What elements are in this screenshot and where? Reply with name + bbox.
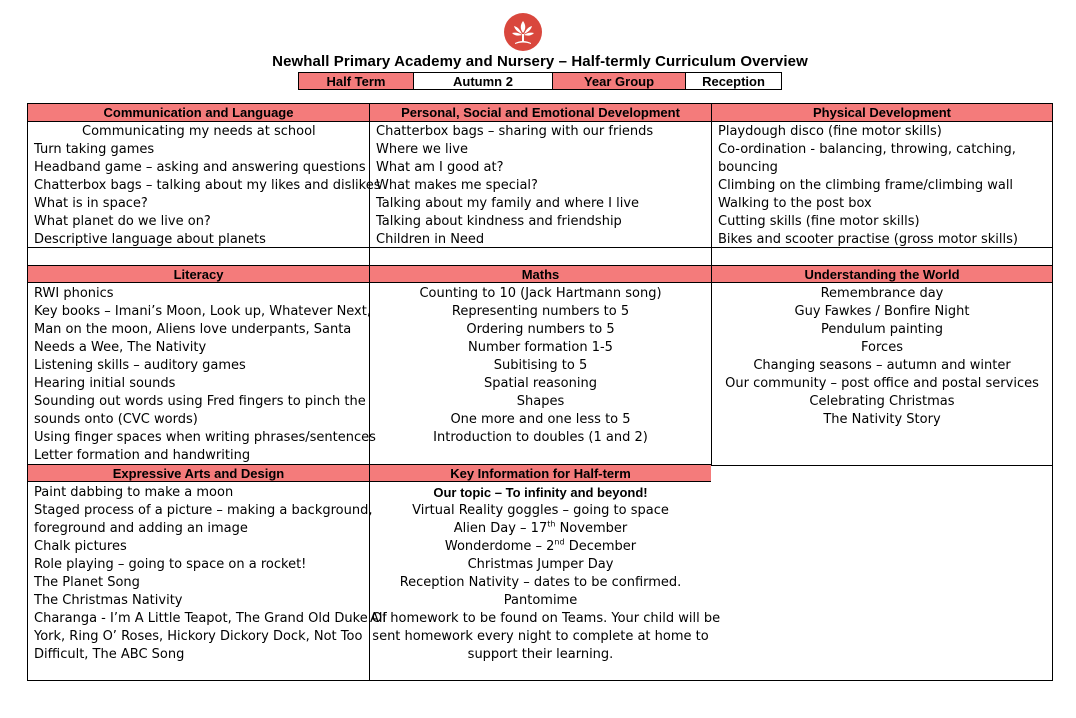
list-item: Remembrance day [820,286,944,301]
list-item: Role playing – going to space on a rocket! [34,557,307,572]
list-item: Co-ordination - balancing, throwing, catching, [718,142,1016,157]
half-term-label: Half Term [299,73,414,89]
page-title: Newhall Primary Academy and Nursery – Half-termly Curriculum Overview [272,53,808,70]
list-item: sent homework every night to complete at home to [372,629,709,644]
list-item: Chatterbox bags – sharing with our friends [376,124,654,139]
list-item: Representing numbers to 5 [451,304,630,319]
list-item: Forces [861,340,903,355]
alien-day-item: Alien Day – 17th November [453,519,628,536]
list-item: foreground and adding an image [34,521,248,536]
communication-list [34,123,381,249]
list-item: Hearing initial sounds [34,376,176,391]
physical-header: Physical Development [712,104,1052,122]
list-item: Virtual Reality goggles – going to space [412,503,669,518]
psed-header: Personal, Social and Emotional Development [370,104,711,122]
list-item: Our community – post office and postal services [725,376,1039,391]
list-item: One more and one less to 5 [450,412,631,427]
list-item: Key books – Imani’s Moon, Look up, Whatever Next, [34,304,371,319]
list-item: Turn taking games [34,142,155,157]
list-item: Sounding out words using Fred fingers to pinch the [34,394,366,409]
list-item: Walking to the post box [718,196,872,211]
year-group-value: Reception [686,73,781,89]
list-item: Spatial reasoning [484,376,597,391]
list-item: Headband game – asking and answering questions [34,160,366,175]
list-item: Staged process of a picture – making a background, [34,503,373,518]
list-item: Playdough disco (fine motor skills) [718,124,942,139]
list-item: Descriptive language about planets [34,232,266,247]
list-item: Children in Need [376,232,485,247]
list-item: Communicating my needs at school [82,124,316,139]
topic-text: Our topic – To infinity and beyond! [433,485,648,500]
list-item: Listening skills – auditory games [34,358,246,373]
key-info-list [370,484,721,664]
list-item: What is in space? [34,196,148,211]
list-item: sounds onto (CVC words) [34,412,198,427]
list-item: Pantomime [503,593,578,608]
list-item: Paint dabbing to make a moon [34,485,234,500]
communication-header: Communication and Language [28,104,369,122]
list-item: Needs a Wee, The Nativity [34,340,207,355]
list-item: Pendulum painting [820,322,944,337]
list-item: What am I good at? [376,160,504,175]
list-item: Difficult, The ABC Song [34,647,185,662]
arts-header: Expressive Arts and Design [28,464,369,482]
list-item: Shapes [516,394,565,409]
key-info-header: Key Information for Half-term [370,464,711,482]
arts-list [34,484,387,664]
list-item: support their learning. [467,647,614,662]
list-item: York, Ring O’ Roses, Hickory Dickory Dock, Not Too [34,629,363,644]
list-item: Ordering numbers to 5 [466,322,615,337]
list-item: Using finger spaces when writing phrases/sentences [34,430,376,445]
list-item: Guy Fawkes / Bonfire Night [794,304,970,319]
list-item: All homework to be found on Teams. Your child will be [370,611,721,626]
half-term-value: Autumn 2 [414,73,553,89]
list-item: Climbing on the climbing frame/climbing wall [718,178,1014,193]
curriculum-grid [27,103,1053,681]
literacy-list [34,285,376,465]
world-header: Understanding the World [712,265,1052,283]
world-list [712,285,1052,429]
list-item: Bikes and scooter practise (gross motor skills) [718,232,1018,247]
list-item: Changing seasons – autumn and winter [753,358,1011,373]
wonderdome-item: Wonderdome – 2nd December [444,537,637,554]
list-item: Celebrating Christmas [809,394,955,409]
physical-list [718,123,1018,249]
psed-list [376,123,653,249]
list-item: bouncing [718,160,778,175]
list-item: Letter formation and handwriting [34,448,251,463]
list-item: Man on the moon, Aliens love underpants, Santa [34,322,352,337]
list-item: Cutting skills (fine motor skills) [718,214,920,229]
list-item: What planet do we live on? [34,214,211,229]
list-item: The Christmas Nativity [34,593,183,608]
year-group-label: Year Group [553,73,686,89]
list-item: Number formation 1-5 [468,340,613,355]
list-item: Where we live [376,142,468,157]
maths-list [370,285,711,447]
list-item: The Nativity Story [823,412,941,427]
list-item: RWI phonics [34,286,114,301]
literacy-header: Literacy [28,265,369,283]
list-item: Counting to 10 (Jack Hartmann song) [419,286,662,301]
list-item: Charanga - I’m A Little Teapot, The Grand Old Duke Of [34,611,387,626]
list-item: Subitising to 5 [493,358,588,373]
list-item: Christmas Jumper Day [467,557,614,572]
list-item: Talking about my family and where I live [376,196,640,211]
list-item: Talking about kindness and friendship [376,214,622,229]
list-item: What makes me special? [376,178,538,193]
list-item: Chalk pictures [34,539,127,554]
tree-logo-icon [504,13,542,51]
list-item: Reception Nativity – dates to be confirmed. [399,575,682,590]
list-item: Chatterbox bags – talking about my likes and dislikes [34,178,381,193]
list-item: Introduction to doubles (1 and 2) [433,430,648,445]
list-item: The Planet Song [34,575,140,590]
maths-header: Maths [370,265,711,283]
term-info-bar [298,72,782,90]
